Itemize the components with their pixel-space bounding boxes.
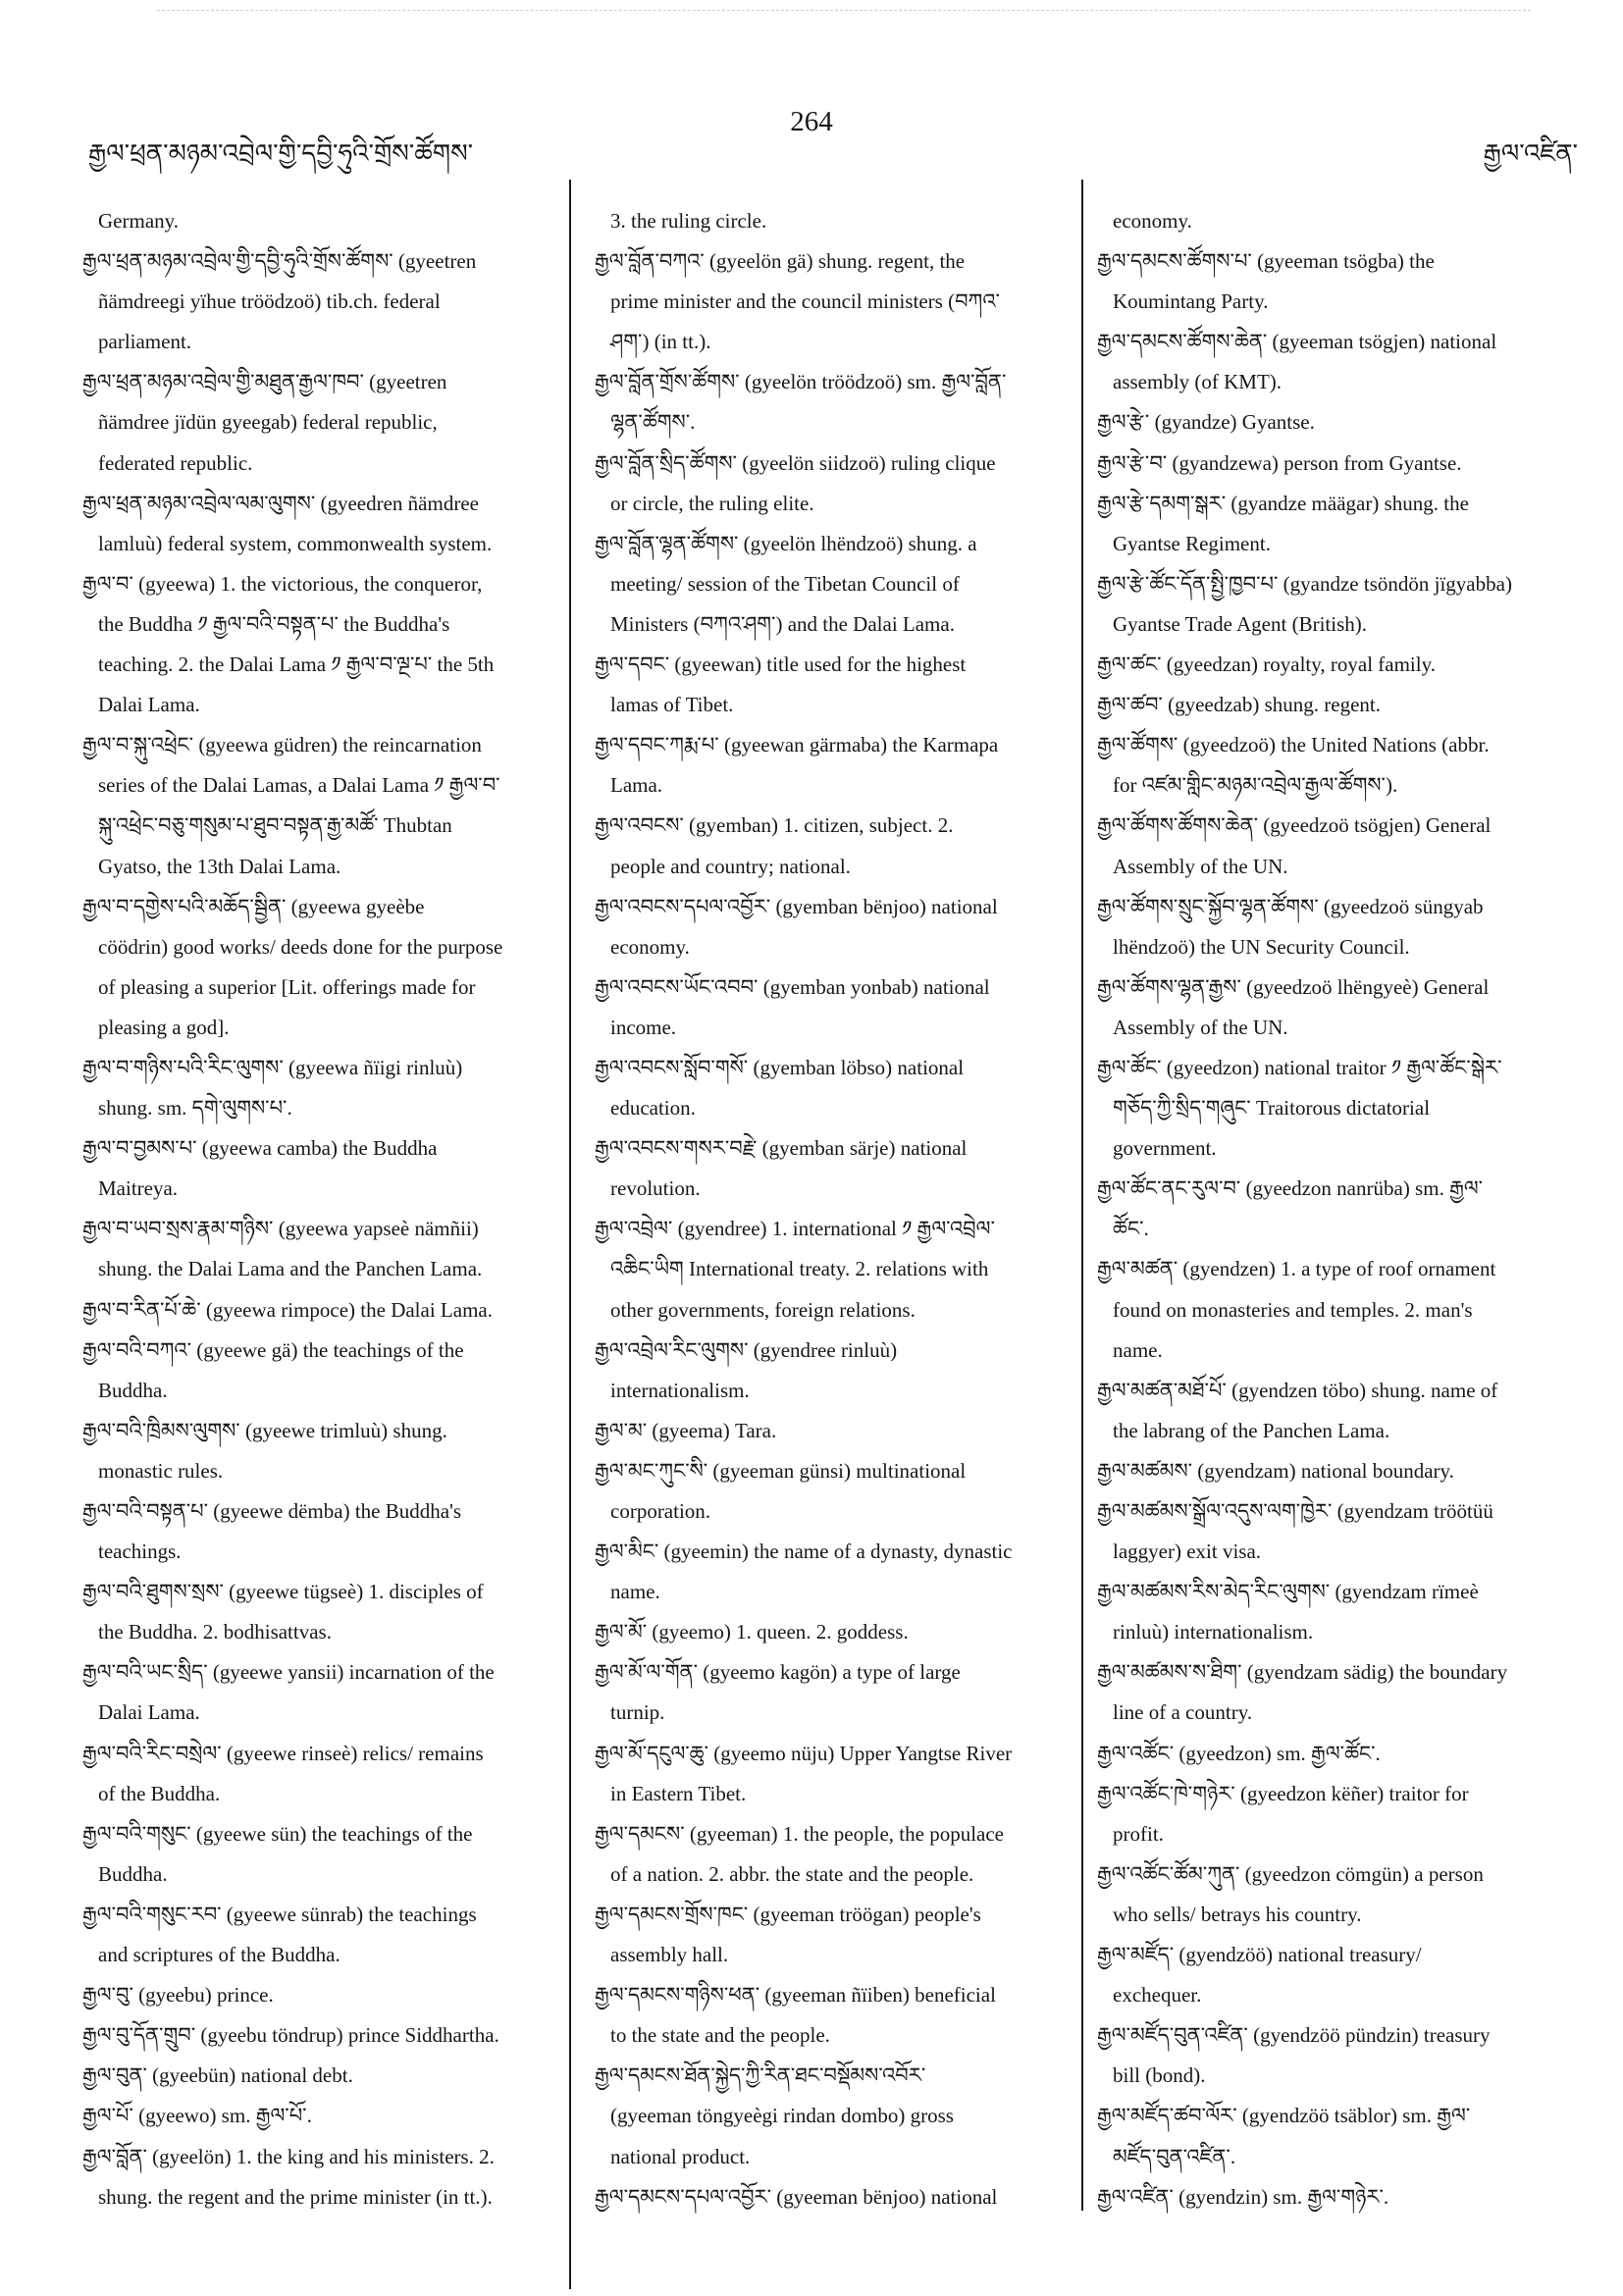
entry-headword-line: རྒྱལ་བ་གཉིས་པའི་རིང་ལུགས་ (gyeewa ñïigi rinluù)	[82, 1055, 463, 1079]
entry-headword-line: རྒྱལ་མཚན་མཐོ་པོ་ (gyendzen töbo) shung. name of	[1097, 1378, 1498, 1402]
entry-continuation-line: lamas of Tibet.	[610, 693, 734, 717]
entry-continuation-line: monastic rules.	[98, 1458, 224, 1483]
entry-headword-line: རྒྱལ་དམངས་གཉིས་ཕན་ (gyeeman ñïiben) beneficial	[595, 1983, 996, 2008]
entry-headword-line: རྒྱལ་འབངས་གསར་བརྗེ་ (gyemban särje) national	[595, 1136, 968, 1161]
entry-headword-line: རྒྱལ་བ་སྐུ་འཕྲེང་ (gyeewa güdren) the reincarnation	[82, 733, 482, 757]
entry-headword-line: རྒྱལ་མ་ (gyeema) Tara.	[595, 1418, 777, 1442]
entry-continuation-line: Buddha.	[98, 1861, 168, 1886]
entry-headword-line: རྒྱལ་ཚོང་ནང་རུལ་བ་ (gyeedzon nanrüba) sm. རྒྱལ་	[1097, 1176, 1484, 1201]
entry-headword-line: རྒྱལ་མོ་དངུལ་ཆུ་ (gyeemo nüju) Upper Yangtse River	[595, 1741, 1013, 1765]
entry-continuation-line: rinluù) internationalism.	[1113, 1620, 1314, 1644]
entry-headword-line: རྒྱལ་དབང་ཀརྨ་པ་ (gyeewan gärmaba) the Karmapa	[595, 733, 999, 757]
entry-continuation-line: profit.	[1113, 1821, 1164, 1846]
entry-continuation-line: government.	[1113, 1136, 1217, 1161]
entry-continuation-line: ཤག་) (in tt.).	[610, 330, 711, 354]
entry-headword-line: རྒྱལ་རྩེ་བ་ (gyandzewa) person from Gyantse.	[1097, 450, 1462, 475]
entry-headword-line: རྒྱལ་མོ་ལ་གོན་ (gyeemo kagön) a type of large	[595, 1660, 961, 1685]
entry-continuation-line: ñämdree jïdün gyeegab) federal republic,	[98, 410, 438, 435]
entry-continuation-line: meeting/ session of the Tibetan Council of	[610, 571, 960, 596]
entry-continuation-line: Lama.	[610, 773, 663, 798]
entry-continuation-line: lhëndzoö) the UN Security Council.	[1113, 934, 1410, 959]
entry-headword-line: རྒྱལ་མཚམས་རིས་མེད་རིང་ལུགས་ (gyendzam rïmeè	[1097, 1580, 1479, 1604]
entry-continuation-line: Gyatso, the 13th Dalai Lama.	[98, 854, 341, 878]
entry-headword-line: རྒྱལ་མཚམས་ (gyendzam) national boundary.	[1097, 1458, 1454, 1483]
entry-continuation-line: in Eastern Tibet.	[610, 1781, 747, 1805]
entry-continuation-line: prime minister and the council ministers (བཀའ་	[610, 289, 1000, 314]
entry-headword-line: རྒྱལ་བའི་ཁྲིམས་ལུགས་ (gyeewe trimluù) shung.	[82, 1418, 447, 1442]
column-1	[82, 201, 568, 2218]
entry-continuation-line: lamluù) federal system, commonwealth system.	[98, 531, 493, 555]
entry-headword-line: རྒྱལ་དམངས་དཔལ་འབྱོར་ (gyeeman bënjoo) national	[595, 2184, 998, 2209]
entry-headword-line: རྒྱལ་འཚོང་ཁེ་གཉེར་ (gyeedzon këñer) traitor for	[1097, 1781, 1469, 1805]
entry-headword-line: རྒྱལ་བ་ཡབ་སྲས་རྣམ་གཉིས་ (gyeewa yapseè nämñii)	[82, 1217, 479, 1241]
entry-headword-line: རྒྱལ་དམངས་ཚོགས་པ་ (gyeeman tsögba) the	[1097, 249, 1435, 274]
entry-headword-line: རྒྱལ་དབང་ (gyeewan) title used for the highest	[595, 652, 967, 677]
entry-continuation-line: bill (bond).	[1113, 2063, 1206, 2088]
entry-headword-line: རྒྱལ་རྩེ་ཚོང་དོན་སྤྱི་ཁྱབ་པ་ (gyandze tsöndön jïgyabba)	[1097, 571, 1512, 596]
entry-headword-line: རྒྱལ་བུ་ (gyeebu) prince.	[82, 1983, 274, 2008]
entry-headword-line: རྒྱལ་མཚམས་ས་ཐིག་ (gyendzam sädig) the boundary	[1097, 1660, 1508, 1685]
entry-headword-line: རྒྱལ་ཚོགས་ཚོགས་ཆེན་ (gyeedzoö tsögjen) General	[1097, 813, 1492, 838]
entry-headword-line: རྒྱལ་ཚོགས་ (gyeedzoö) the United Nations (abbr.	[1097, 733, 1490, 757]
entry-headword-line: རྒྱལ་མཚམས་སྒྲོལ་འདུས་ལག་ཁྱེར་ (gyendzam tröötüü	[1097, 1499, 1493, 1523]
entry-continuation-line: found on monasteries and temples. 2. man's	[1113, 1297, 1473, 1322]
entry-headword-line: རྒྱལ་བའི་གསུང་ (gyeewe sün) the teachings of the	[82, 1821, 473, 1846]
entry-headword-line: རྒྱལ་འཛིན་ (gyendzin) sm. རྒྱལ་གཉེར་.	[1097, 2184, 1389, 2209]
entry-continuation-line: and scriptures of the Buddha.	[98, 1943, 340, 1967]
entry-headword-line: རྒྱལ་བློན་ལྷན་ཚོགས་ (gyeelön lhëndzoö) shung. a	[595, 531, 977, 555]
entry-headword-line: རྒྱལ་འབངས་ (gyemban) 1. citizen, subject. 2.	[595, 813, 954, 838]
entry-continuation-line: Assembly of the UN.	[1113, 1015, 1288, 1039]
entry-headword-line: རྒྱལ་མཛོད་བུན་འཛིན་ (gyendzöö pündzin) treasury	[1097, 2023, 1491, 2048]
entry-headword-line: རྒྱལ་མཚན་ (gyendzen) 1. a type of roof ornament	[1097, 1257, 1496, 1281]
entry-continuation-line: income.	[610, 1015, 677, 1039]
entry-continuation-line: Germany.	[98, 209, 180, 233]
entry-headword-line: རྒྱལ་ཚང་ (gyeedzan) royalty, royal family.	[1097, 652, 1436, 677]
entry-continuation-line: name.	[1113, 1337, 1163, 1362]
entry-continuation-line: series of the Dalai Lamas, a Dalai Lama ༡ རྒྱལ་བ་	[98, 773, 500, 798]
running-head-first-entry: རྒྱལ་ཕྲན་མཉམ་འབྲེལ་གྱི་དབྱི་ཧུའི་གྲོས་ཚོགས་	[88, 139, 474, 168]
entry-continuation-line: who sells/ betrays his country.	[1113, 1902, 1362, 1926]
entry-continuation-line: འཆིང་ཡིག International treaty. 2. relations with	[610, 1257, 989, 1281]
entry-headword-line: རྒྱལ་བ་ (gyeewa) 1. the victorious, the conqueror,	[82, 571, 483, 596]
entry-headword-line: རྒྱལ་བ་དགྱེས་པའི་མཆོད་སྦྱིན་ (gyeewa gyeèbe	[82, 894, 425, 918]
scan-top-edge	[157, 10, 1531, 14]
entry-headword-line: རྒྱལ་འཚོང་ (gyeedzon) sm. རྒྱལ་ཚོང་.	[1097, 1741, 1381, 1765]
entry-headword-line: རྒྱལ་དམངས་ཚོགས་ཆེན་ (gyeeman tsögjen) national	[1097, 330, 1497, 354]
entry-continuation-line: pleasing a god].	[98, 1015, 230, 1039]
entry-continuation-line: Dalai Lama.	[98, 1700, 200, 1725]
entry-headword-line: རྒྱལ་བློན་ (gyeelön) 1. the king and his ministers. 2.	[82, 2144, 495, 2168]
entry-headword-line: རྒྱལ་ཚབ་ (gyeedzab) shung. regent.	[1097, 693, 1382, 717]
entry-headword-line: རྒྱལ་རྩེ་དམག་སྒར་ (gyandze määgar) shung. the	[1097, 491, 1469, 515]
entry-continuation-line: Dalai Lama.	[98, 693, 200, 717]
entry-continuation-line: of the Buddha.	[98, 1781, 221, 1805]
entry-headword-line: རྒྱལ་བའི་གསུང་རབ་ (gyeewe sünrab) the teachings	[82, 1902, 477, 1926]
entry-continuation-line: མཛོད་བུན་འཛིན་.	[1113, 2144, 1236, 2168]
entry-headword-line: རྒྱལ་དམངས་ཐོན་སྐྱེད་ཀྱི་རིན་ཐང་བསྡོམས་འབོར་	[595, 2063, 926, 2088]
entry-continuation-line: Buddha.	[98, 1378, 168, 1402]
entry-headword-line: རྒྱལ་བའི་བཀའ་ (gyeewe gä) the teachings of the	[82, 1337, 464, 1362]
entry-continuation-line: ཚོང་.	[1113, 1217, 1149, 1241]
entry-headword-line: རྒྱལ་བའི་རིང་བསྲེལ་ (gyeewe rinseè) relics/ remains	[82, 1741, 484, 1765]
entry-headword-line: རྒྱལ་འབྲེལ་རིང་ལུགས་ (gyendree rinluù)	[595, 1337, 898, 1362]
entry-headword-line: རྒྱལ་ཕྲན་མཉམ་འབྲེལ་གྱི་དབྱི་ཧུའི་གྲོས་ཚོགས་ (gyeetren	[82, 249, 477, 274]
entry-continuation-line: corporation.	[610, 1499, 711, 1523]
entry-headword-line: རྒྱལ་འབངས་སློབ་གསོ་ (gyemban löbso) national	[595, 1055, 965, 1079]
entry-continuation-line: education.	[610, 1096, 696, 1121]
entry-headword-line: རྒྱལ་འབངས་ཡོང་འབབ་ (gyemban yonbab) national	[595, 974, 990, 999]
entry-continuation-line: turnip.	[610, 1700, 665, 1725]
entry-continuation-line: ñämdreegi yïhue tröödzoö) tib.ch. federal	[98, 289, 441, 314]
entry-continuation-line: exchequer.	[1113, 1983, 1202, 2008]
entry-headword-line: རྒྱལ་དམངས་ (gyeeman) 1. the people, the populace	[595, 1821, 1004, 1846]
entry-headword-line: རྒྱལ་འཚོང་ཚོམ་ཀུན་ (gyeedzon cömgün) a person	[1097, 1861, 1484, 1886]
column-2	[595, 201, 1083, 2218]
entry-continuation-line: Koumintang Party.	[1113, 289, 1269, 314]
entry-headword-line: རྒྱལ་མོ་ (gyeemo) 1. queen. 2. goddess.	[595, 1620, 909, 1644]
entry-continuation-line: གཅོད་ཀྱི་སྲིད་གཞུང་ Traitorous dictatorial	[1113, 1096, 1431, 1121]
entry-headword-line: རྒྱལ་མཛོད་ (gyendzöö) national treasury/	[1097, 1943, 1422, 1967]
entry-continuation-line: economy.	[1113, 209, 1192, 233]
entry-continuation-line: to the state and the people.	[610, 2023, 830, 2048]
entry-headword-line: རྒྱལ་བའི་ཐུགས་སྲས་ (gyeewe tügseè) 1. disciples of	[82, 1580, 484, 1604]
entry-headword-line: རྒྱལ་རྩེ་ (gyandze) Gyantse.	[1097, 410, 1315, 435]
entry-continuation-line: ལྷན་ཚོགས་.	[610, 410, 696, 435]
entry-continuation-line: Ministers (བཀའ་ཤག་) and the Dalai Lama.	[610, 611, 955, 636]
page-header	[0, 106, 1623, 175]
entry-headword-line: རྒྱལ་མཛོད་ཚབ་ལོར་ (gyendzöö tsäblor) sm. རྒྱལ་	[1097, 2104, 1471, 2128]
page-number: 264	[790, 106, 833, 137]
entry-headword-line: རྒྱལ་ཕྲན་མཉམ་འབྲེལ་གྱི་མཐུན་རྒྱལ་ཁབ་ (gyeetren	[82, 370, 447, 394]
entry-continuation-line: shung. sm. དགེ་ལུགས་པ་.	[98, 1096, 292, 1121]
entry-continuation-line: the labrang of the Panchen Lama.	[1113, 1418, 1390, 1442]
entry-continuation-line: the Buddha. 2. bodhisattvas.	[98, 1620, 332, 1644]
entry-headword-line: རྒྱལ་དམངས་གྲོས་ཁང་ (gyeeman tröögan) people's	[595, 1902, 981, 1926]
entry-continuation-line: parliament.	[98, 330, 192, 354]
entry-headword-line: རྒྱལ་མིང་ (gyeemin) the name of a dynasty, dynastic	[595, 1539, 1013, 1564]
entry-continuation-line: teachings.	[98, 1539, 182, 1564]
column-3	[1097, 201, 1593, 2218]
column-divider-1	[569, 180, 571, 2289]
entry-headword-line: རྒྱལ་འབངས་དཔལ་འབྱོར་ (gyemban bënjoo) national	[595, 894, 998, 918]
entry-headword-line: རྒྱལ་ཚོང་ (gyeedzon) national traitor ༡ རྒྱལ་ཚོང་སྒེར་	[1097, 1055, 1502, 1079]
entry-headword-line: རྒྱལ་བའི་ཡང་སྲིད་ (gyeewe yansii) incarnation of the	[82, 1660, 495, 1685]
entry-continuation-line: shung. the Dalai Lama and the Panchen Lama.	[98, 1257, 483, 1281]
entry-continuation-line: shung. the regent and the prime minister (in tt.).	[98, 2184, 493, 2209]
entry-continuation-line: teaching. 2. the Dalai Lama ༡ རྒྱལ་བ་ལྔ་པ་ the 5th	[98, 652, 495, 677]
entry-continuation-line: Gyantse Trade Agent (British).	[1113, 611, 1367, 636]
entry-continuation-line: people and country; national.	[610, 854, 851, 878]
entry-continuation-line: economy.	[610, 934, 690, 959]
entry-headword-line: རྒྱལ་བ་རིན་པོ་ཆེ་ (gyeewa rimpoce) the Dalai Lama.	[82, 1297, 493, 1322]
entry-continuation-line: for འཛམ་གླིང་མཉམ་འབྲེལ་རྒྱལ་ཚོགས་).	[1113, 773, 1398, 798]
entry-continuation-line: cöödrin) good works/ deeds done for the purpose	[98, 934, 503, 959]
entry-headword-line: རྒྱལ་བའི་བསྟན་པ་ (gyeewe dëmba) the Buddha's	[82, 1499, 462, 1523]
entry-headword-line: རྒྱལ་བ་བྱམས་པ་ (gyeewa camba) the Buddha	[82, 1136, 438, 1161]
entry-continuation-line: or circle, the ruling elite.	[610, 491, 814, 515]
entry-continuation-line: of a nation. 2. abbr. the state and the people.	[610, 1861, 974, 1886]
entry-continuation-line: laggyer) exit visa.	[1113, 1539, 1262, 1564]
entry-continuation-line: assembly hall.	[610, 1943, 729, 1967]
entry-continuation-line: other governments, foreign relations.	[610, 1297, 916, 1322]
entry-continuation-line: སྐུ་འཕྲེང་བཅུ་གསུམ་པ་ཐུབ་བསྟན་རྒྱ་མཚོ་ Thubtan	[98, 813, 452, 838]
entry-continuation-line: revolution.	[610, 1176, 701, 1201]
entry-headword-line: རྒྱལ་བློན་བཀའ་ (gyeelön gä) shung. regent, the	[595, 249, 966, 274]
entry-headword-line: རྒྱལ་མང་ཀུང་སི་ (gyeeman günsi) multinational	[595, 1458, 967, 1483]
entry-continuation-line: line of a country.	[1113, 1700, 1253, 1725]
entry-headword-line: རྒྱལ་འབྲེལ་ (gyendree) 1. international ༡ རྒྱལ་འབྲེལ་	[595, 1217, 995, 1241]
entry-headword-line: རྒྱལ་བློན་སྲིད་ཚོགས་ (gyeelön siidzoö) ruling clique	[595, 450, 996, 475]
entry-continuation-line: internationalism.	[610, 1378, 750, 1402]
entry-continuation-line: name.	[610, 1580, 660, 1604]
entry-continuation-line: 3. the ruling circle.	[610, 209, 767, 233]
entry-continuation-line: of pleasing a superior [Lit. offerings made for	[98, 974, 476, 999]
running-head-last-entry: རྒྱལ་འཛིན་	[1483, 139, 1578, 168]
entry-headword-line: རྒྱལ་ཕྲན་མཉམ་འབྲེལ་ལམ་ལུགས་ (gyeedren ñämdree	[82, 491, 479, 515]
entry-continuation-line: Gyantse Regiment.	[1113, 531, 1271, 555]
entry-headword-line: རྒྱལ་བློན་གྲོས་ཚོགས་ (gyeelön tröödzoö) sm. རྒྱལ་བློན་	[595, 370, 1007, 394]
entry-headword-line: རྒྱལ་པོ་ (gyeewo) sm. རྒྱལ་པོ་.	[82, 2104, 312, 2128]
entry-headword-line: རྒྱལ་ཚོགས་ལྷན་རྒྱས་ (gyeedzoö lhëngyeè) General	[1097, 974, 1490, 999]
entry-headword-line: རྒྱལ་བུན་ (gyeebün) national debt.	[82, 2063, 353, 2088]
entry-headword-line: རྒྱལ་བུ་དོན་གྲུབ་ (gyeebu töndrup) prince Siddhartha.	[82, 2023, 499, 2048]
entry-headword-line: རྒྱལ་ཚོགས་སྲུང་སྐྱོབ་ལྷན་ཚོགས་ (gyeedzoö süngyab	[1097, 894, 1484, 918]
entry-continuation-line: federated republic.	[98, 450, 253, 475]
entry-continuation-line: assembly (of KMT).	[1113, 370, 1283, 394]
entry-continuation-line: Maitreya.	[98, 1176, 179, 1201]
entry-continuation-line: the Buddha ༡ རྒྱལ་བའི་བསྟན་པ་ the Buddha's	[98, 611, 450, 636]
entry-continuation-line: national product.	[610, 2144, 751, 2168]
entry-continuation-line: Assembly of the UN.	[1113, 854, 1288, 878]
entry-continuation-line: (gyeeman töngyeègi rindan dombo) gross	[610, 2104, 954, 2128]
